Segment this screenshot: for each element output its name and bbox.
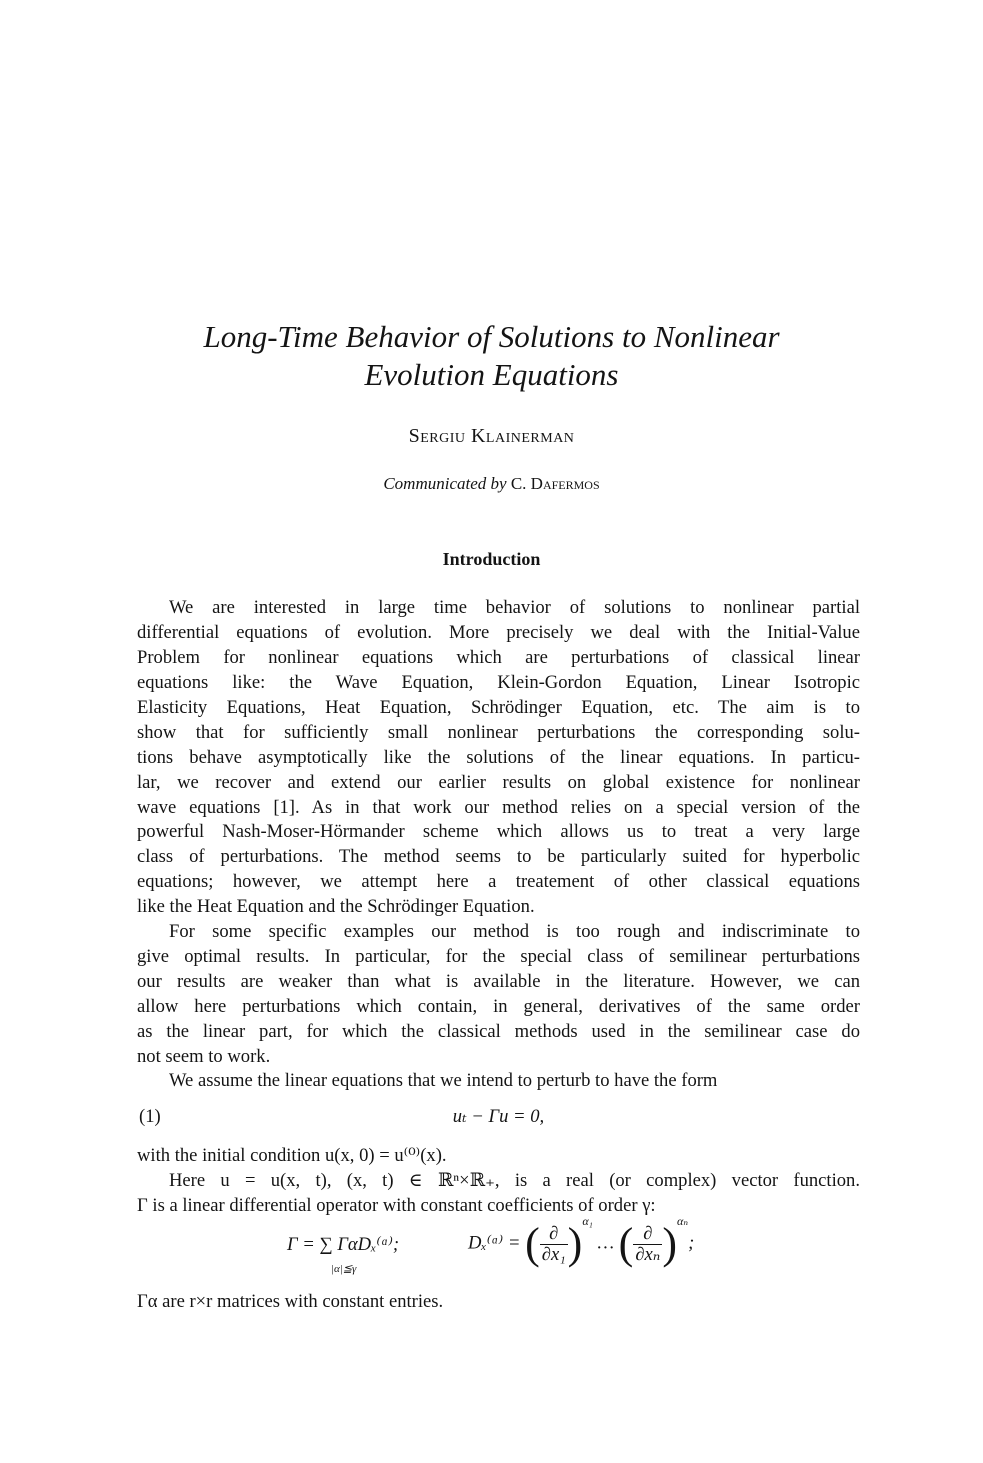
paper-title	[0, 318, 983, 394]
text-line: lar, we recover and extend our earlier results on global existence for nonlinear	[137, 771, 860, 793]
initial-condition	[137, 1144, 860, 1169]
section-heading: Introduction	[442, 549, 541, 569]
text-line: equations; however, we attempt here a treatement of other classical equations	[137, 871, 860, 893]
text-line: We are interested in large time behavior of solutions to nonlinear partial	[169, 597, 860, 618]
text-line: Γα are r×r matrices with constant entries.	[137, 1291, 444, 1312]
communicated-by	[0, 474, 983, 494]
partial-symbol-n: ∂	[633, 1224, 662, 1245]
dx1: ∂x₁	[541, 1243, 566, 1265]
left-paren-1: (	[525, 1219, 540, 1268]
text-line: tions behave asymptotically like the solutions of the linear equations. In particu-	[137, 746, 860, 768]
text-line: our results are weaker than what is available in the literature. However, we can	[137, 970, 860, 992]
text-line: wave equations [1]. As in that work our method relies on a special version of the	[137, 796, 860, 818]
right-paren-n: )	[662, 1219, 677, 1268]
formula-end: ;	[688, 1232, 695, 1254]
text-line: Elasticity Equations, Heat Equation, Schrödinger Equation, etc. The aim is to	[137, 696, 860, 718]
equation-body: uₜ − Γu = 0,	[452, 1106, 545, 1127]
exponent-1: α₁	[582, 1214, 593, 1229]
text-line: differential equations of evolution. More precisely we deal with the Initial-Value	[137, 621, 860, 643]
fraction-1	[540, 1224, 568, 1265]
author-name: Sergiu Klainerman	[408, 425, 575, 447]
title-line-1: Long-Time Behavior of Solutions to Nonlinear	[203, 319, 780, 354]
communicated-prefix: Communicated by	[383, 474, 507, 493]
paragraph-3	[137, 1069, 860, 1094]
text-line: give optimal results. In particular, for the special class of semilinear perturbations	[137, 945, 860, 967]
text-line: with the initial condition u(x, 0) = u⁽⁰⁾(x).	[137, 1145, 447, 1166]
text-line: Here u = u(x, t), (x, t) ∈ ℝⁿ×ℝ₊, is a real (or complex) vector function.	[169, 1170, 860, 1191]
text-line: equations like: the Wave Equation, Klein-Gordon Equation, Linear Isotropic	[137, 671, 860, 693]
formula-left: Γ = ∑ ΓαDₓ⁽ᵅ⁾;	[287, 1234, 400, 1255]
dots: …	[597, 1232, 615, 1254]
text-line: powerful Nash-Moser-Hörmander scheme which allows us to treat a very large	[137, 821, 860, 843]
paragraph-1	[137, 596, 860, 920]
formula-sum	[287, 1234, 399, 1256]
text-line: For some specific examples our method is too rough and indiscriminate to	[169, 921, 860, 942]
fraction-n	[633, 1224, 662, 1265]
paragraph-2	[137, 920, 860, 1070]
paragraph-4	[137, 1169, 860, 1219]
closing-line	[137, 1290, 860, 1315]
right-paren-1: )	[567, 1219, 583, 1268]
derivative-lhs: Dₓ⁽ᵅ⁾ =	[468, 1232, 521, 1254]
text-line: Problem for nonlinear equations which are perturbations of classical linear	[137, 646, 860, 668]
sum-index: |α|≦γ	[331, 1263, 357, 1275]
text-line: class of perturbations. The method seems to be particularly suited for hyperbolic	[137, 846, 860, 868]
title-line-2: Evolution Equations	[364, 357, 619, 392]
text-line: not seem to work.	[137, 1045, 271, 1067]
equation-1	[137, 1106, 860, 1132]
equation-number: (1)	[139, 1106, 161, 1127]
text-line: Γ is a linear differential operator with constant coefficients of order γ:	[137, 1194, 656, 1216]
text-line: like the Heat Equation and the Schrödinger Equation.	[137, 896, 535, 918]
text-line: show that for sufficiently small nonlinear perturbations the corresponding solu-	[137, 721, 860, 743]
text-line: allow here perturbations which contain, in general, derivatives of the same order	[137, 995, 860, 1017]
left-paren-n: (	[618, 1219, 634, 1268]
dxn: ∂xₙ	[635, 1243, 661, 1265]
text-line: We assume the linear equations that we intend to perturb to have the form	[169, 1070, 718, 1091]
communicator-name: C. Dafermos	[510, 474, 600, 493]
partial-symbol: ∂	[540, 1224, 568, 1245]
exponent-n: αₙ	[676, 1214, 689, 1229]
text-line: as the linear part, for which the classical methods used in the semilinear case do	[137, 1020, 860, 1042]
